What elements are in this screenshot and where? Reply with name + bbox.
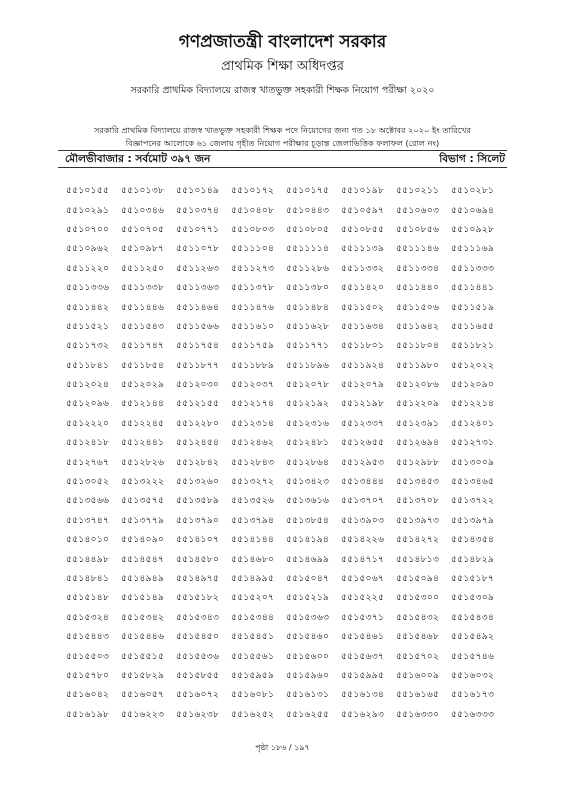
roll-number: ৫৫১৫৩২৪ [66,611,110,623]
roll-number: ৫৫১২০৮৬ [396,379,440,391]
roll-number: ৫৫১০৯২৮ [451,223,495,235]
roll-number: ৫৫১৪৬৯৯ [286,553,330,565]
roll-number: ৫৫১৩৯০৩ [341,514,385,526]
roll-number: ৫৫১৬৩৩০ [396,708,440,720]
roll-number: ৫৫১১৮৯৬ [286,359,330,371]
roll-number: ৫৫১২১৭৪ [231,398,275,410]
notice-line-2: বিজ্ঞাপনের আলোকে ৬১ জেলায় গৃহীত নিয়োগ পরীক্ষার চূড়ান্ত জেলাভিত্তিক ফলাফল (রোল নং) [125,138,440,148]
roll-number: ৫৫১১২৭৩ [231,262,275,274]
roll-number: ৫৫১১৩৩৮ [121,282,165,294]
roll-row [66,452,506,471]
roll-number: ৫৫১৫৫৩৬ [176,650,220,662]
roll-number: ৫৫১২৬৯৪ [396,437,440,449]
roll-row [66,239,506,258]
roll-number: ৫৫১৫৪৬৮ [396,631,440,643]
roll-row [66,317,506,336]
roll-number: ৫৫১৬০৮১ [231,689,275,701]
government-title: গণপ্রজাতন্ত্রী বাংলাদেশ সরকার [178,32,387,52]
roll-number: ৫৫১১৫৬৬ [176,320,220,332]
roll-number: ৫৫১১৬৩৪ [341,320,385,332]
roll-number: ৫৫১০৩৪৬ [121,204,165,216]
roll-number: ৫৫১০৩৭৪ [176,204,220,216]
roll-row [66,200,506,219]
roll-number: ৫৫১২০৭৮ [286,379,330,391]
roll-number: ৫৫১১৬৪২ [396,320,440,332]
roll-number: ৫৫১৫৬০০ [286,650,330,662]
roll-number: ৫৫১৬০৪২ [66,689,110,701]
roll-number: ৫৫১১৭৩২ [66,340,110,352]
division-label: বিভাগ : সিলেট [439,153,505,165]
roll-number: ৫৫১১২২০ [66,262,110,274]
roll-number: ৫৫১৫৩৭১ [341,611,385,623]
roll-row [66,549,506,568]
roll-number: ৫৫১২০৯০ [451,379,495,391]
roll-number: ৫৫১৬১৩১ [286,689,330,701]
roll-number: ৫৫১০৬০৩ [396,204,440,216]
roll-number: ৫৫১২২২০ [66,417,110,429]
roll-row [66,220,506,239]
roll-number: ৫৫১০৫৯৭ [341,204,385,216]
roll-number: ৫৫১১১৬৯ [451,243,495,255]
roll-number: ৫৫১৫৩০০ [396,592,440,604]
roll-number: ৫৫১১৫০৬ [396,301,440,313]
roll-number: ৫৫১২৯৫৩ [341,456,385,468]
roll-number: ৫৫১৫০৪৭ [286,573,330,584]
roll-number: ৫৫১২৩৩৭ [341,417,385,429]
roll-number: ৫৫১৫৩০৯ [451,592,495,604]
roll-number: ৫৫১৫৩৬৩ [286,611,330,623]
roll-number: ৫৫১০৯৬২ [66,243,110,255]
roll-number: ৫৫১১৫২১ [66,320,110,332]
roll-number: ৫৫১২০২২ [451,359,495,371]
roll-number: ৫৫১১৩৩২ [341,262,385,274]
roll-number: ৫৫১০১৭৫ [286,185,330,197]
roll-number: ৫৫১৩৭২২ [451,495,495,507]
roll-number: ৫৫১৬০০৯ [396,669,440,681]
roll-row [66,356,506,375]
roll-number: ৫৫১০৭০৫ [121,223,165,235]
roll-number: ৫৫১১৮৫৪ [121,359,165,371]
roll-row [66,530,506,549]
roll-number: ৫৫১৬১৯৮ [66,708,110,720]
roll-number: ৫৫১১৭৫৪ [176,340,220,352]
roll-number: ৫৫১১৭৪৭ [121,340,165,352]
roll-number: ৫৫১১১০৪ [231,243,275,255]
roll-row [66,646,506,665]
roll-number: ৫৫১২৬৫৫ [341,437,385,449]
roll-number: ৫৫১৩৪২৩ [286,476,330,488]
roll-number: ৫৫১২৩৯১ [396,417,440,429]
roll-number: ৫৫১৩৭৪৭ [66,514,110,526]
bottom-divider [58,167,507,168]
roll-number: ৫৫১৩০৫২ [66,476,110,488]
roll-row [66,375,506,394]
summary-bar [65,151,505,167]
roll-number: ৫৫১৩৭০৮ [396,495,440,507]
roll-number: ৫৫১৫৯৫৯ [231,669,275,681]
roll-number: ৫৫১৫৫০৩ [66,650,110,662]
roll-number: ৫৫১৬৩৩৩ [451,708,495,720]
roll-number: ৫৫১১৩৩৬ [66,282,110,294]
roll-number: ৫৫১৩৫২৬ [231,495,275,507]
roll-number: ৫৫১০৮০৩ [231,223,275,235]
roll-number: ৫৫১৬০৭২ [176,689,220,701]
roll-number: ৫৫১২২৮০ [176,417,220,429]
roll-number: ৫৫১৪৫৪৭ [121,553,165,565]
roll-number: ৫৫১১৩৩৩ [451,262,495,274]
roll-number: ৫৫১১৪৬৪ [176,301,220,313]
roll-number: ৫৫১১১১৪ [286,243,330,255]
roll-number: ৫৫১১৪৪৬ [121,301,165,313]
roll-row [66,627,506,646]
roll-number: ৫৫১১৮০৪ [396,340,440,352]
roll-number: ৫৫১০১৯৮ [341,185,385,197]
exam-title: সরকারি প্রাথমিক বিদ্যালয়ে রাজস্ব খাতভুক্ত সহকারী শিক্ষক নিয়োগ পরীক্ষা ২০২০ [130,85,435,96]
roll-row [66,278,506,297]
roll-number: ৫৫১৫২২৫ [341,592,385,604]
roll-number: ৫৫১৬১৭৩ [451,689,495,701]
roll-number: ৫৫১৫৩৪৩ [176,611,220,623]
roll-number: ৫৫১৬২৩৮ [176,708,220,720]
roll-number: ৫৫১২২৪৫ [121,417,165,429]
roll-number: ৫৫১১৪৭৬ [231,301,275,313]
notice-text [40,124,525,150]
roll-number: ৫৫১৫৮৫৫ [176,669,220,681]
roll-number: ৫৫১২৪০১ [451,417,495,429]
roll-number: ৫৫১১৩৭৮ [231,282,275,294]
roll-number: ৫৫১৪১৯৪ [286,534,330,546]
roll-number: ৫৫১০৬৯৪ [451,204,495,216]
roll-number: ৫৫১১৮৮৯ [231,359,275,371]
roll-row [66,666,506,685]
roll-number: ৫৫১৫১৮২ [176,592,220,604]
roll-number: ৫৫১০৯৮৭ [121,243,165,255]
roll-number: ৫৫১৩৭০৭ [341,495,385,507]
roll-number: ৫৫১১৩৮০ [286,282,330,294]
roll-number: ৫৫১১৮৭৭ [176,359,220,371]
roll-number: ৫৫১৫০৯৪ [396,573,440,584]
roll-number: ৫৫১১০৭৮ [176,243,220,255]
roll-number: ৫৫১১৬১০ [231,320,275,332]
roll-number: ৫৫১৫৭৮০ [66,669,110,681]
roll-row [66,705,506,724]
roll-row [66,336,506,355]
roll-number: ৫৫১২১৯২ [286,398,330,410]
roll-number: ৫৫১৫৪৩৪ [451,611,495,623]
roll-number: ৫৫১১৫১৯ [451,301,495,313]
roll-number: ৫৫১১৩৬৩ [176,282,220,294]
roll-number: ৫৫১২৪৫৪ [176,437,220,449]
roll-number: ৫৫১১৪৮৪ [286,301,330,313]
roll-number: ৫৫১৪৬৮০ [231,553,275,565]
roll-number: ৫৫১২২১৪ [451,398,495,410]
roll-number: ৫৫১০১৩৮ [121,185,165,197]
roll-number: ৫৫১৫৪৬০ [286,631,330,643]
roll-number: ৫৫১০২৮১ [451,185,495,197]
roll-number: ৫৫১২৮২৬ [121,456,165,468]
roll-row [66,685,506,704]
roll-number: ৫৫১৩০০৯ [451,456,495,468]
roll-number: ৫৫১১১৪৬ [396,243,440,255]
roll-number: ৫৫১৩৫৬৬ [66,495,110,507]
roll-number: ৫৫১১৯৮০ [396,359,440,371]
roll-number: ৫৫১০২১১ [396,185,440,197]
roll-number: ৫৫১১৮৪১ [66,359,110,371]
roll-number: ৫৫১৫৭০২ [396,650,440,662]
roll-number: ৫৫১৪২৭২ [396,534,440,546]
roll-number: ৫৫১৫৪৫১ [231,631,275,643]
roll-number: ৫৫১৪৯৯৫ [231,573,275,584]
roll-number: ৫৫১১৪৪১ [451,282,495,294]
roll-number: ৫৫১২১৯৮ [341,398,385,410]
roll-number: ৫৫১০৮০৫ [286,223,330,235]
roll-number: ৫৫১১৭৭১ [286,340,330,352]
roll-number: ৫৫১২৭৬৭ [66,456,110,468]
roll-row [66,608,506,627]
roll-number: ৫৫১৩৭৯০ [176,514,220,526]
roll-number: ৫৫১২৪৬২ [231,437,275,449]
roll-number: ৫৫১২৯৮৮ [396,456,440,468]
roll-number: ৫৫১৩৬১৬ [286,495,330,507]
roll-number: ৫৫১৪৯৭৫ [176,573,220,584]
roll-row [66,472,506,491]
roll-number: ৫৫১৫৭৪৬ [451,650,495,662]
roll-number-grid [66,181,506,724]
roll-row [66,259,506,278]
roll-number: ৫৫১৫৩৪৪ [231,611,275,623]
roll-number: ৫৫১৫৪৪৬ [121,631,165,643]
roll-number: ৫৫১৬২৫২ [231,708,275,720]
roll-number: ৫৫১৬০৩২ [451,669,495,681]
roll-number: ৫৫১২০৩০ [176,379,220,391]
roll-number: ৫৫১৫১৪৯ [121,592,165,604]
roll-number: ৫৫১২১৪৪ [121,398,165,410]
roll-number: ৫৫১৬১৩৪ [341,689,385,701]
roll-number: ৫৫১৩৯৭৩ [396,514,440,526]
roll-number: ৫৫১২৪১৮ [66,437,110,449]
roll-number: ৫৫১৬২২৩ [121,708,165,720]
roll-number: ৫৫১১৫৪৩ [121,320,165,332]
roll-number: ৫৫১৩৪৪৪ [341,476,385,488]
roll-number: ৫৫১৫৪৬১ [341,631,385,643]
roll-number: ৫৫১০৭৭১ [176,223,220,235]
roll-number: ৫৫১৫৫৬১ [231,650,275,662]
roll-number: ৫৫১৫৪৩২ [396,611,440,623]
roll-number: ৫৫১১৮০১ [341,340,385,352]
roll-number: ৫৫১১৩৩৪ [396,262,440,274]
roll-number: ৫৫১২৩১৬ [286,417,330,429]
roll-number: ৫৫১১৯২৪ [341,359,385,371]
roll-number: ৫৫১২৭৩১ [451,437,495,449]
roll-row [66,511,506,530]
roll-row [66,181,506,200]
roll-number: ৫৫১৪৮২৯ [451,553,495,565]
roll-number: ৫৫১৫০৬৭ [341,573,385,584]
district-total: মৌলভীবাজার : সর্বমোট ৩৯৭ জন [65,153,211,165]
roll-number: ৫৫১৩২৭২ [231,476,275,488]
roll-number: ৫৫১২৩১৪ [231,417,275,429]
roll-number: ৫৫১০১৫৫ [66,185,110,197]
roll-number: ৫৫১২০৭৯ [341,379,385,391]
roll-number: ৫৫১৪০১০ [66,534,110,546]
roll-number: ৫৫১৩৭৯৪ [231,514,275,526]
roll-number: ৫৫১০৮৫৬ [396,223,440,235]
roll-number: ৫৫১৫১৪৮ [66,592,110,604]
roll-row [66,588,506,607]
roll-number: ৫৫১১৪২০ [341,282,385,294]
roll-number: ৫৫১৪১৪৪ [231,534,275,546]
roll-number: ৫৫১৩২২২ [121,476,165,488]
page-number: পৃষ্ঠা ১৮৬ / ১৯৭ [255,743,310,752]
roll-number: ৫৫১৫১৮৭ [451,573,495,584]
roll-number: ৫৫১৫৬৩৭ [341,650,385,662]
roll-number: ৫৫১২০৩৭ [231,379,275,391]
roll-row [66,569,506,588]
roll-number: ৫৫১৪০৯০ [121,534,165,546]
roll-number: ৫৫১০২৯১ [66,204,110,216]
notice-line-1: সরকারি প্রাথমিক বিদ্যালয়ে রাজস্ব খাতভুক্ত সহকারী শিক্ষক পদে নিয়োগের জন্য গত ১৮ অক্টোবর ২০২০ ইং তারিখের [94,125,471,135]
roll-number: ৫৫১৩৮৫৪ [286,514,330,526]
roll-number: ৫৫১২১৫৫ [176,398,220,410]
roll-number: ৫৫১৫২০৭ [231,592,275,604]
roll-number: ৫৫১৫৯৯৫ [341,669,385,681]
roll-number: ৫৫১০৭০০ [66,223,110,235]
roll-number: ৫৫১৪৫৮০ [176,553,220,565]
roll-number: ৫৫১১৮২১ [451,340,495,352]
roll-number: ৫৫১৬২৫৫ [286,708,330,720]
roll-number: ৫৫১২৮৪২ [176,456,220,468]
roll-number: ৫৫১৪৮৪১ [66,573,110,584]
roll-row [66,433,506,452]
roll-number: ৫৫১৬০৫৭ [121,689,165,701]
roll-number: ৫৫১৩২৬০ [176,476,220,488]
roll-row [66,297,506,316]
roll-number: ৫৫১৩৭৭৯ [121,514,165,526]
roll-number: ৫৫১৪৪৯৮ [66,553,110,565]
roll-number: ৫৫১৪৩৫৪ [451,534,495,546]
roll-number: ৫৫১৬১৬৫ [396,689,440,701]
roll-number: ৫৫১৩৪৫৩ [396,476,440,488]
roll-number: ৫৫১১২৮৬ [286,262,330,274]
roll-number: ৫৫১১৪৪২ [66,301,110,313]
document-header [0,30,565,98]
roll-number: ৫৫১২০৯৬ [66,398,110,410]
roll-number: ৫৫১৫৪৪৩ [66,631,110,643]
roll-number: ৫৫১২৪৪১ [121,437,165,449]
roll-number: ৫৫১৪৯৪৯ [121,573,165,584]
roll-number: ৫৫১২৮৬৪ [286,456,330,468]
roll-number: ৫৫১২৪৮১ [286,437,330,449]
roll-number: ৫৫১৩৪৬৫ [451,476,495,488]
roll-number: ৫৫১৫৩৪২ [121,611,165,623]
roll-row [66,491,506,510]
roll-number: ৫৫১২৮৪৩ [231,456,275,468]
roll-number: ৫৫১৩৫৮৯ [176,495,220,507]
roll-number: ৫৫১০৮৫৫ [341,223,385,235]
roll-number: ৫৫১৫৫১৫ [121,650,165,662]
roll-number: ৫৫১১৫০২ [341,301,385,313]
roll-number: ৫৫১১১৩৯ [341,243,385,255]
roll-number: ৫৫১৪৭১৭ [341,553,385,565]
roll-number: ৫৫১১৭৫৯ [231,340,275,352]
roll-number: ৫৫১০৪০৮ [231,204,275,216]
roll-number: ৫৫১৪২২৬ [341,534,385,546]
roll-number: ৫৫১১৪৪০ [396,282,440,294]
roll-number: ৫৫১০১৪৯ [176,185,220,197]
roll-number: ৫৫১২০২৯ [121,379,165,391]
roll-row [66,414,506,433]
roll-row [66,394,506,413]
roll-number: ৫৫১৫৪৫০ [176,631,220,643]
page-footer [0,742,565,755]
roll-number: ৫৫১৩৫৭৫ [121,495,165,507]
roll-number: ৫৫১৩৯৭৯ [451,514,495,526]
roll-number: ৫৫১৫৪৯২ [451,631,495,643]
roll-number: ৫৫১১২৬৩ [176,262,220,274]
roll-number: ৫৫১১২৫০ [121,262,165,274]
roll-number: ৫৫১৬২৯৩ [341,708,385,720]
roll-number: ৫৫১০১৭২ [231,185,275,197]
roll-number: ৫৫১০৪৪৩ [286,204,330,216]
roll-number: ৫৫১২২০৯ [396,398,440,410]
roll-number: ৫৫১১৬৫৫ [451,320,495,332]
roll-number: ৫৫১৪১০৭ [176,534,220,546]
roll-number: ৫৫১৫৯৬০ [286,669,330,681]
roll-number: ৫৫১৪৮১৩ [396,553,440,565]
department-title: প্রাথমিক শিক্ষা অধিদপ্তর [221,59,344,74]
roll-number: ৫৫১১৬২৮ [286,320,330,332]
roll-number: ৫৫১৫৮২৯ [121,669,165,681]
roll-number: ৫৫১২০২৪ [66,379,110,391]
roll-number: ৫৫১৫২১৯ [286,592,330,604]
